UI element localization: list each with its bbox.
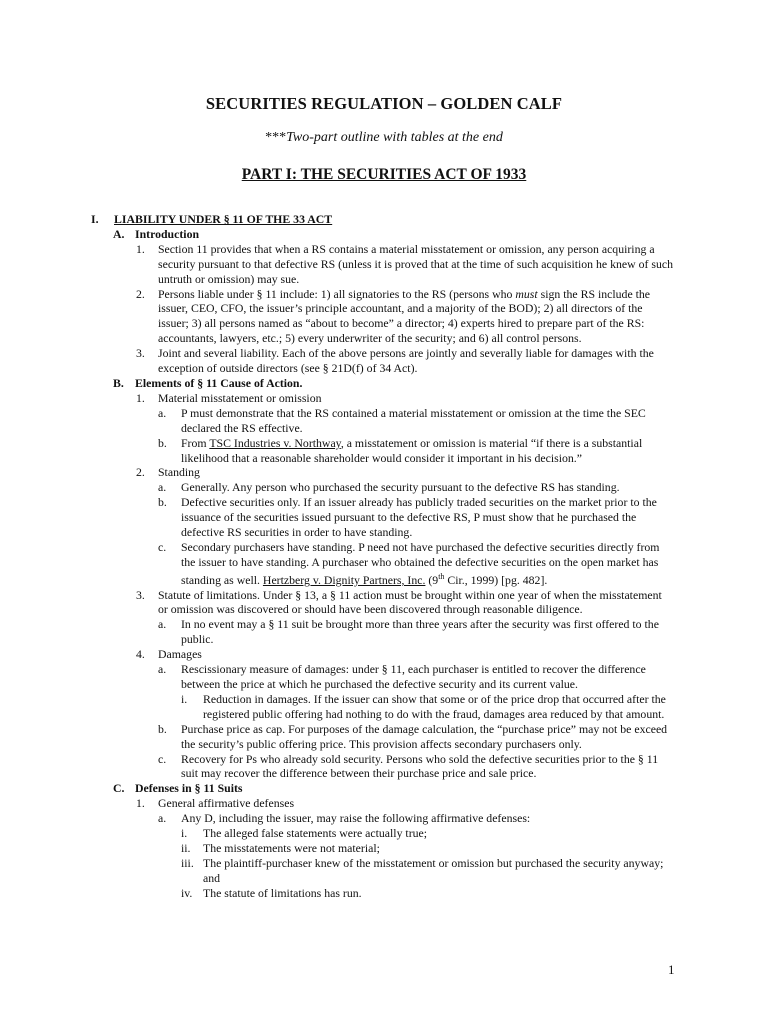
outline-text: Section 11 provides that when a RS contains a material misstatement or omission, any person acquiring a security pursuant to that defective RS (unless it is proved that at the time of such acquisition he knew of such untruth or omission) may sue. [158, 241, 674, 286]
subtitle-text: Two-part outline with tables at the end [286, 130, 503, 145]
outline-number: 3. [136, 346, 145, 361]
text-segment: Secondary purchasers have standing. P need not have purchased the defective securities directly from the issuer to have standing. A purchaser who obtained the defective securities on the open market has standing as well. [181, 539, 660, 587]
outline-item [0, 811, 768, 826]
outline-item [0, 588, 768, 618]
subsection-title: Introduction [135, 226, 200, 241]
outline-item [0, 540, 768, 588]
subsection-heading [0, 227, 768, 242]
outline-item [0, 752, 768, 782]
emphasis: must [515, 286, 538, 301]
outline-number: 4. [136, 647, 145, 662]
subsection-title: Elements of § 11 Cause of Action. [135, 375, 303, 390]
text-segment: sign the RS include the issuer, CEO, CFO, the issuer’s principle accountant, and a majority of the BOD); 2) all directors of the issuer; 3) all persons named as “about to become” a director; 4) experts hired to prepare part of the RS: accountants, lawyers, etc.; 5) every underwriter of the security; and 6) all control persons. [158, 286, 651, 346]
outline-item [0, 480, 768, 495]
outline-number: i. [181, 691, 188, 706]
outline-number: c. [158, 539, 167, 554]
outline-number: 2. [136, 286, 145, 301]
outline-item [0, 886, 768, 901]
outline-number: b. [158, 721, 167, 736]
text-segment: Cir., 1999) [pg. 482]. [444, 572, 548, 587]
outline-item [0, 391, 768, 406]
outline-number: i. [181, 826, 188, 841]
outline-text: The statute of limitations has run. [203, 885, 362, 900]
outline-number: 1. [136, 390, 145, 405]
outline-number: b. [158, 435, 167, 450]
outline-text: Recovery for Ps who already sold security. Persons who sold the defective securities prior to the § 11 suit may recover the difference between their purchase price and sale price. [181, 751, 659, 781]
outline-number: 1. [136, 241, 145, 256]
outline-text [181, 436, 675, 466]
outline-item [0, 647, 768, 662]
outline-text: Defective securities only. If an issuer already has publicly traded securities on the market prior to the issuance of the securities issued pursuant to the defective RS, P must show that he purchased the defective RS securities in order to have standing. [181, 495, 657, 540]
section-heading [0, 212, 768, 227]
outline-item [0, 242, 768, 287]
outline-number: iv. [181, 885, 193, 900]
outline-item [0, 465, 768, 480]
outline-number: iii. [181, 855, 194, 870]
text-segment: (9 [425, 572, 439, 587]
outline-text: Generally. Any person who purchased the security pursuant to the defective RS has standing. [181, 480, 620, 495]
outline-number: 1. [136, 796, 145, 811]
subsection-heading [0, 376, 768, 391]
outline-item [0, 841, 768, 856]
outline-item [0, 436, 768, 466]
outline-text: The plaintiff-purchaser knew of the misstatement or omission but purchased the security anyway; and [203, 855, 664, 885]
outline-text: Material misstatement or omission [158, 390, 322, 405]
outline-text: Purchase price as cap. For purposes of the damage calculation, the “purchase price” may not be exceed the security’s public offering price. This provision affects secondary purchasers only. [181, 721, 668, 751]
outline-text: Reduction in damages. If the issuer can show that some or of the price drop that occurred after the registered public offering had nothing to do with the fraud, damages area reduced by that amount. [203, 691, 666, 721]
text-segment: Persons liable under § 11 include: 1) all signatories to the RS (persons who [158, 286, 516, 301]
outline-item [0, 826, 768, 841]
outline-item [0, 692, 768, 722]
outline-number: I. [91, 212, 99, 226]
outline-number: 3. [136, 587, 145, 602]
outline-number: a. [158, 617, 167, 632]
outline-number: c. [158, 751, 167, 766]
outline-text: Any D, including the issuer, may raise the following affirmative defenses: [181, 811, 531, 826]
outline-number: b. [158, 495, 167, 510]
text-segment: , a misstatement or omission is material “if there is a substantial likelihood that a reasonable shareholder would consider it important in his decision.” [181, 435, 643, 465]
page-number: 1 [668, 962, 675, 977]
outline-number: a. [158, 405, 167, 420]
outline [0, 212, 768, 901]
text-segment: From [181, 435, 210, 450]
outline-text: The alleged false statements were actually true; [203, 826, 428, 841]
outline-text: Damages [158, 647, 202, 662]
subsection-heading [0, 781, 768, 796]
subsection-title: Defenses in § 11 Suits [135, 781, 243, 796]
outline-number: a. [158, 811, 167, 826]
outline-item [0, 346, 768, 376]
outline-number: a. [158, 662, 167, 677]
part-heading: PART I: THE SECURITIES ACT OF 1933 [241, 166, 527, 183]
document-title: SECURITIES REGULATION – GOLDEN CALF [205, 94, 563, 113]
case-citation: Hertzberg v. Dignity Partners, Inc. [262, 572, 426, 587]
case-citation: TSC Industries v. Northway [209, 435, 341, 450]
outline-text: Standing [158, 465, 200, 480]
outline-item [0, 495, 768, 540]
subtitle-prefix: *** [265, 130, 287, 145]
outline-item [0, 856, 768, 886]
outline-number: B. [113, 375, 124, 390]
outline-item [0, 722, 768, 752]
outline-number: 2. [136, 465, 145, 480]
outline-text [181, 540, 675, 588]
outline-item [0, 617, 768, 647]
outline-text: General affirmative defenses [158, 796, 295, 811]
outline-text: Rescissionary measure of damages: under § 11, each purchaser is entitled to recover the difference between the price at which he purchased the defective security and its current value. [181, 662, 646, 692]
superscript: th [438, 571, 445, 581]
outline-number: C. [113, 781, 125, 796]
outline-item [0, 406, 768, 436]
outline-number: a. [158, 480, 167, 495]
section-title: LIABILITY UNDER § 11 OF THE 33 ACT [114, 212, 333, 226]
outline-text: Joint and several liability. Each of the above persons are jointly and severally liable for damages with the exception of outside directors (see § 21D(f) of 34 Act). [158, 346, 654, 376]
outline-item [0, 796, 768, 811]
outline-text: The misstatements were not material; [203, 840, 380, 855]
outline-text: In no event may a § 11 suit be brought more than three years after the security was first offered to the public. [181, 617, 659, 647]
outline-text: P must demonstrate that the RS contained a material misstatement or omission at the time the SEC declared the RS effective. [181, 405, 646, 435]
document-subtitle [0, 130, 768, 146]
outline-text: Statute of limitations. Under § 13, a § 11 action must be brought within one year of when the misstatement or omission was discovered or should have been discovered through reasonable diligence. [158, 587, 662, 617]
outline-item [0, 287, 768, 347]
outline-item [0, 662, 768, 692]
outline-number: ii. [181, 840, 191, 855]
outline-number: A. [113, 226, 125, 241]
outline-text [158, 287, 674, 347]
